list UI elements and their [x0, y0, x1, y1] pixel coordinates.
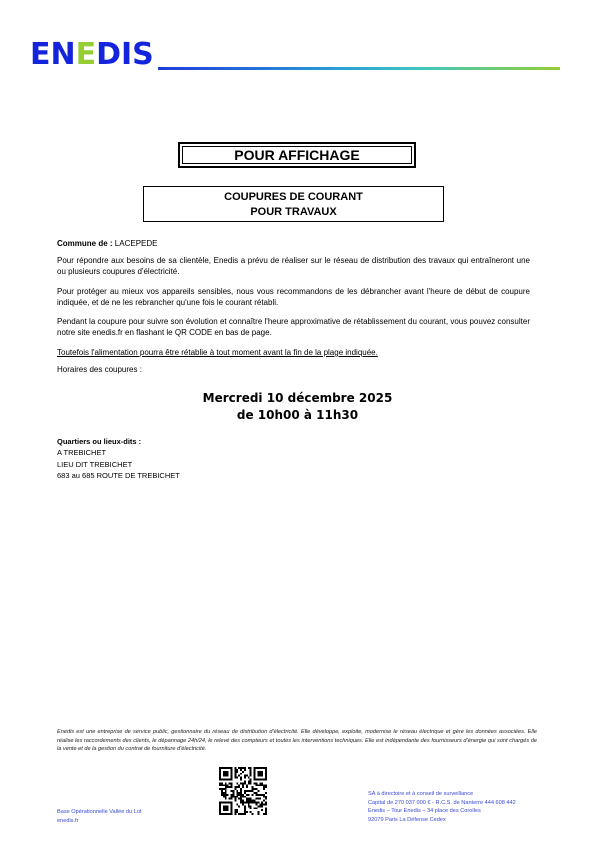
logo-wordmark: ENEDIS: [30, 37, 154, 72]
page-title: POUR AFFICHAGE: [182, 146, 412, 164]
qr-code[interactable]: [219, 767, 267, 815]
header-gradient-line: [158, 67, 560, 70]
footer-right: [368, 790, 516, 824]
commune-value: LACEPEDE: [114, 239, 158, 248]
schedule-time: de 10h00 à 11h30: [236, 408, 359, 422]
commune: [57, 238, 530, 249]
quartiers-label: Quartiers ou lieux-dits :: [57, 437, 142, 446]
footer-left: [57, 808, 141, 825]
footer-address-1: Enedis – Tour Enedis – 34 place des Corolles: [368, 808, 481, 814]
subtitle-line-2: POUR TRAVAUX: [250, 206, 337, 218]
quartier-item: LIEU DIT TREBICHET: [57, 459, 133, 469]
footer-legal-1: SA à directoire et à conseil de surveillance: [368, 791, 474, 797]
schedule-date: Mercredi 10 décembre 2025: [202, 391, 393, 405]
quartier-item: 683 au 685 ROUTE DE TREBICHET: [57, 470, 180, 480]
quartier-item: A TREBICHET: [57, 448, 107, 458]
footer-website-link[interactable]: enedis.fr: [57, 817, 79, 824]
paragraph-1: Pour répondre aux besoins de sa clientèle, Enedis a prévu de réaliser sur le réseau de distribution des travaux qui entraîneront une ou plusieurs coupures d'électricité.: [57, 256, 530, 276]
footer-base: Base Opérationnelle Vallée du Lot: [57, 809, 142, 815]
commune-label: Commune de :: [57, 239, 113, 248]
enedis-logo: [30, 38, 155, 72]
footer-address-2: 92079 Paris La Défense Cedex: [368, 816, 446, 823]
subtitle-box: [143, 186, 444, 222]
footer-note: Enedis est une entreprise de service public, gestionnaire du réseau de distribution d'électricité. Elle développe, exploite, modernise le réseau électrique et gère les données associées. Elle réalise les raccordements des clients, le dépannage 24h/24, le relevé des compteurs et toutes les interventions techniques. Elle est indépendante des fournisseurs d'énergie qui sont chargés de la vente et de la gestion du contrat de fourniture d'électricité.: [57, 729, 537, 752]
paragraph-2: Pour protéger au mieux vos appareils sensibles, nous vous recommandons de les débrancher avant l'heure de début de coupure indiquée, et de ne les rebrancher qu'une fois le courant rétabli.: [57, 287, 530, 307]
footer-legal-2: Capital de 270 037 000 € - R.C.S. de Nanterre 444 608 442: [368, 799, 516, 806]
warning-text: Toutefois l'alimentation pourra être rétablie à tout moment avant la fin de la plage indiquée.: [57, 348, 378, 357]
subtitle-line-1: COUPURES DE COURANT: [224, 191, 363, 203]
title-box: [178, 142, 416, 168]
schedule: [0, 390, 595, 424]
paragraph-3: Pendant la coupure pour suivre son évolution et connaître l'heure approximative de rétablissement du courant, vous pouvez consulter notre site enedis.fr en flashant le QR CODE en bas de page.: [57, 317, 530, 337]
quartiers: [57, 436, 180, 481]
horaires-label: Horaires des coupures :: [57, 365, 142, 374]
